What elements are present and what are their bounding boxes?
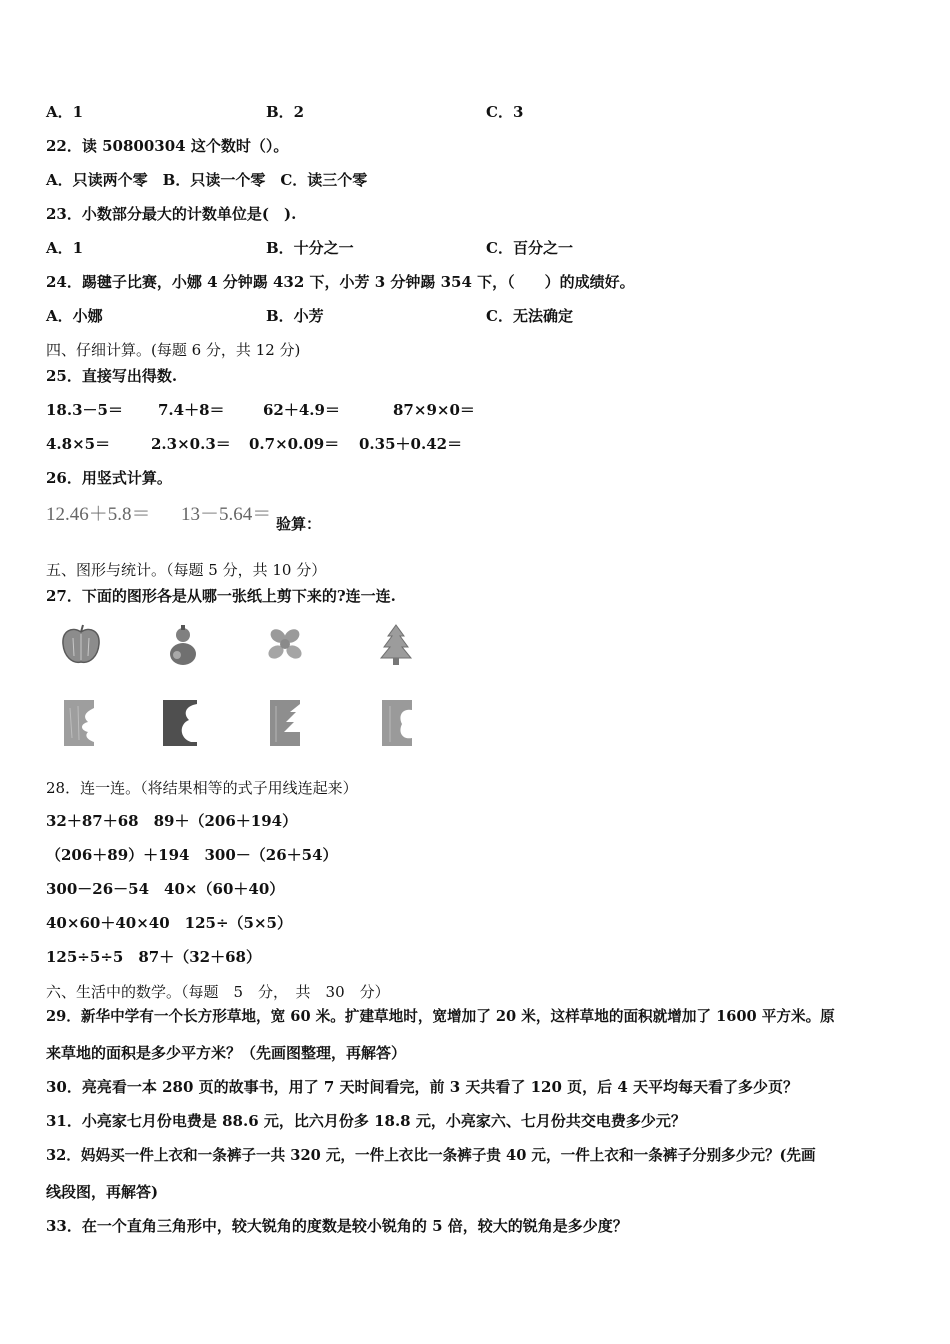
q23-option-c: C．百分之一 xyxy=(486,239,573,257)
gourd-shape-icon xyxy=(163,622,203,670)
q32-line-2: 线段图，再解答) xyxy=(46,1183,159,1201)
q23-option-a: A．1 xyxy=(46,239,84,257)
section-5-title: 五、图形与统计。（每题 5 分，共 10 分） xyxy=(46,561,327,579)
q28-row: 125÷5÷5 87＋（32＋68） xyxy=(46,948,261,966)
q25-calc: 62＋4.9＝ xyxy=(263,401,340,419)
q26-expression-1: 12.46＋5.8＝ xyxy=(46,504,151,525)
q26-expression-2: 13－5.64＝ xyxy=(181,504,272,525)
q28-row: （206＋89）＋194 300－（26＋54） xyxy=(46,846,338,864)
q24-option-b: B．小芳 xyxy=(266,307,324,325)
q25-stem: 25．直接写出得数. xyxy=(46,367,178,385)
q26-check-label: 验算： xyxy=(276,515,322,533)
paper-with-gourd-hole xyxy=(161,698,199,748)
q21-option-b: B．2 xyxy=(266,103,305,121)
q29-line-2: 来草地的面积是多少平方米？（先画图整理，再解答） xyxy=(46,1044,407,1062)
q24-option-a: A．小娜 xyxy=(46,307,103,325)
q25-calc: 2.3×0.3＝ xyxy=(151,435,231,453)
q25-calc: 0.35＋0.42＝ xyxy=(359,435,463,453)
q23-stem: 23．小数部分最大的计数单位是( ). xyxy=(46,205,297,223)
q28-row: 40×60＋40×40 125÷（5×5） xyxy=(46,914,292,932)
paper-with-tree-hole xyxy=(268,698,302,748)
q25-calc: 0.7×0.09＝ xyxy=(249,435,340,453)
paper-with-apple-hole xyxy=(380,698,414,748)
q21-option-c: C．3 xyxy=(486,103,524,121)
q27-stem: 27．下面的图形各是从哪一张纸上剪下来的?连一连. xyxy=(46,587,396,605)
tree-shape-icon xyxy=(376,622,416,670)
q29-line-1: 29．新华中学有一个长方形草地，宽 60 米。扩建草地时，宽增加了 20 米，这样草地的面积就增加了 1600 平方米。原 xyxy=(46,1008,835,1025)
q23-option-b: B．十分之一 xyxy=(266,239,354,257)
q22-stem: 22．读 50800304 这个数时（）。 xyxy=(46,137,289,155)
q22-options: A．只读两个零 B．只读一个零 C．读三个零 xyxy=(46,171,368,189)
q32-line-1: 32．妈妈买一件上衣和一条裤子一共 320 元，一件上衣比一条裤子贵 40 元，一件上衣和一条裤子分别多少元？(先画 xyxy=(46,1147,816,1164)
q31-stem: 31．小亮家七月份电费是 88.6 元，比六月份多 18.8 元，小亮家六、七月份共交电费多少元？ xyxy=(46,1112,686,1130)
q25-calc: 4.8×5＝ xyxy=(46,435,111,453)
q28-stem: 28．连一连。（将结果相等的式子用线连起来） xyxy=(46,779,358,797)
q28-row: 300－26－54 40×（60＋40） xyxy=(46,880,285,898)
q33-stem: 33．在一个直角三角形中，较大锐角的度数是较小锐角的 5 倍，较大的锐角是多少度？ xyxy=(46,1217,628,1235)
q25-calc: 87×9×0＝ xyxy=(393,401,475,419)
section-6-title: 六、生活中的数学。（每题 5 分， 共 30 分） xyxy=(46,983,390,1001)
q25-calc: 18.3－5＝ xyxy=(46,401,123,419)
q30-stem: 30．亮亮看一本 280 页的故事书，用了 7 天时间看完，前 3 天共看了 120 页，后 4 天平均每天看了多少页？ xyxy=(46,1078,799,1096)
apple-shape-icon xyxy=(58,622,104,668)
q28-row: 32＋87＋68 89＋（206＋194） xyxy=(46,812,298,830)
q24-stem: 24．踢毽子比赛，小娜 4 分钟踢 432 下，小芳 3 分钟踢 354 下，（ ）的成绩好。 xyxy=(46,273,635,291)
q26-stem: 26．用竖式计算。 xyxy=(46,469,172,487)
leaf-shape-icon xyxy=(262,622,308,668)
paper-with-leaf-hole xyxy=(62,698,96,748)
section-4-title: 四、仔细计算。(每题 6 分，共 12 分) xyxy=(46,341,301,359)
q24-option-c: C．无法确定 xyxy=(486,307,573,325)
q21-option-a: A．1 xyxy=(46,103,84,121)
q25-calc: 7.4＋8＝ xyxy=(158,401,225,419)
